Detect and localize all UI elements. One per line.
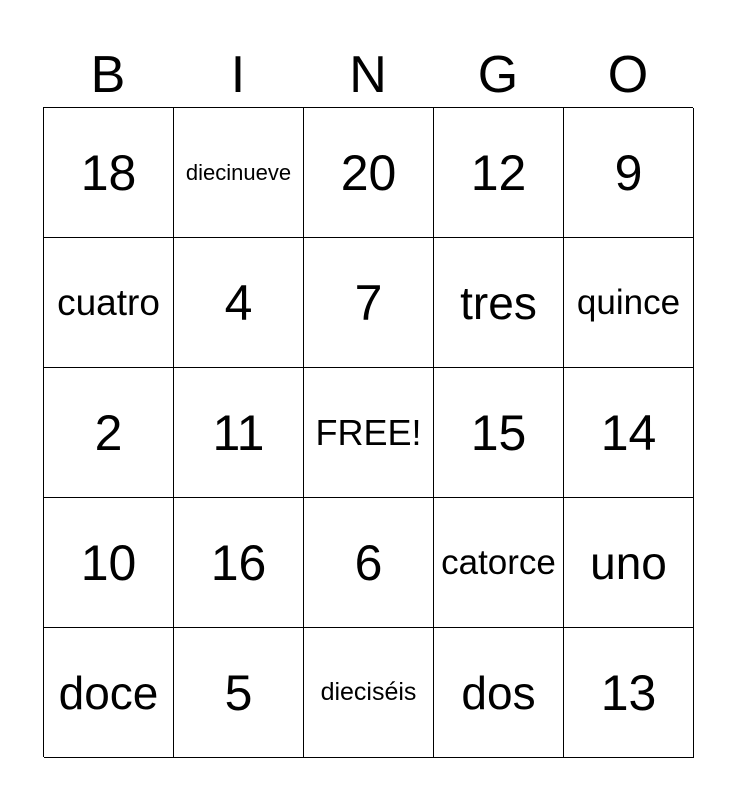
bingo-cell-r2-c3[interactable]: 7 [304, 238, 434, 368]
header-letter-n: N [349, 46, 387, 104]
bingo-cell-r5-c3[interactable]: dieciséis [304, 628, 434, 758]
header-letter-o: O [607, 46, 649, 104]
bingo-cell-r2-c1[interactable]: cuatro [44, 238, 174, 368]
bingo-card-grid [43, 107, 693, 757]
bingo-cell-r5-c4[interactable]: dos [434, 628, 564, 758]
bingo-cell-r1-c1[interactable]: 18 [44, 108, 174, 238]
bingo-cell-r4-c1[interactable]: 10 [44, 498, 174, 628]
bingo-cell-r1-c5[interactable]: 9 [564, 108, 694, 238]
header-letter-g: G [477, 46, 519, 104]
bingo-cell-r5-c5[interactable]: 13 [564, 628, 694, 758]
bingo-cell-r4-c3[interactable]: 6 [304, 498, 434, 628]
header-letter-b: B [90, 46, 126, 104]
bingo-cell-r4-c5[interactable]: uno [564, 498, 694, 628]
bingo-cell-r1-c4[interactable]: 12 [434, 108, 564, 238]
bingo-cell-r4-c4[interactable]: catorce [434, 498, 564, 628]
bingo-cell-r1-c3[interactable]: 20 [304, 108, 434, 238]
bingo-cell-r3-c5[interactable]: 14 [564, 368, 694, 498]
bingo-cell-r3-c2[interactable]: 11 [174, 368, 304, 498]
bingo-cell-r3-c4[interactable]: 15 [434, 368, 564, 498]
bingo-header [43, 42, 693, 108]
bingo-cell-r5-c1[interactable]: doce [44, 628, 174, 758]
bingo-cell-r2-c2[interactable]: 4 [174, 238, 304, 368]
bingo-cell-r5-c2[interactable]: 5 [174, 628, 304, 758]
bingo-cell-r4-c2[interactable]: 16 [174, 498, 304, 628]
free-space-cell[interactable]: FREE! [304, 368, 434, 498]
bingo-cell-r2-c5[interactable]: quince [564, 238, 694, 368]
bingo-cell-r3-c1[interactable]: 2 [44, 368, 174, 498]
bingo-cell-r2-c4[interactable]: tres [434, 238, 564, 368]
header-letter-i: I [230, 46, 246, 104]
bingo-cell-r1-c2[interactable]: diecinueve [174, 108, 304, 238]
